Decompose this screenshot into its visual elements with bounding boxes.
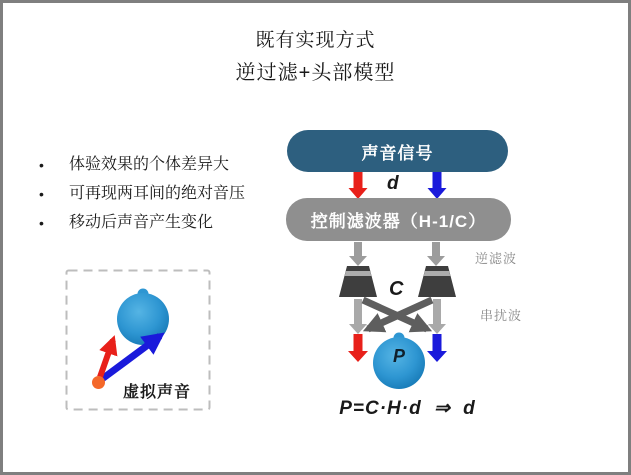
list-item — [33, 214, 283, 232]
virtual-head-icon — [117, 289, 169, 346]
right-channel-arrow-icon — [428, 172, 447, 199]
sound-pressure-label: P — [392, 346, 405, 366]
virtual-sound-label: 虚拟声音 — [123, 384, 192, 401]
filtered-right-arrow-icon — [427, 242, 445, 266]
signal-box-label: 声音信号 — [361, 143, 434, 163]
filter-box — [286, 198, 511, 241]
bullet-marker: • — [39, 157, 44, 173]
ear-left-arrow-icon — [348, 334, 368, 362]
right-speaker-icon — [418, 266, 456, 297]
signal-box — [287, 130, 508, 172]
bullet-list — [33, 156, 283, 243]
crosstalk-wave-label: 串扰波 — [480, 308, 523, 323]
formula: P=C·H·d ⇒ d — [339, 398, 476, 419]
bullet-marker: • — [39, 186, 44, 202]
page-subtitle: 逆过滤+头部模型 — [235, 62, 396, 84]
d-signal-label: d — [387, 173, 399, 194]
page-title: 既有实现方式 — [255, 30, 376, 51]
sound-source-dot-icon — [92, 376, 105, 389]
filtered-left-arrow-icon — [349, 242, 367, 266]
list-item — [33, 156, 283, 174]
bullet-text: 可再现两耳间的绝对音压 — [69, 185, 246, 202]
list-item — [33, 185, 283, 203]
inverse-wave-label: 逆滤波 — [475, 251, 518, 266]
left-channel-arrow-icon — [349, 172, 368, 199]
bullet-text: 移动后声音产生变化 — [69, 214, 214, 231]
bullet-marker: • — [39, 215, 44, 231]
bullet-text: 体验效果的个体差异大 — [69, 156, 230, 173]
c-transfer-label: C — [389, 278, 404, 300]
ear-right-arrow-icon — [427, 334, 447, 362]
filter-box-label: 控制滤波器（H-1/C） — [310, 212, 487, 231]
left-speaker-icon — [339, 266, 377, 297]
